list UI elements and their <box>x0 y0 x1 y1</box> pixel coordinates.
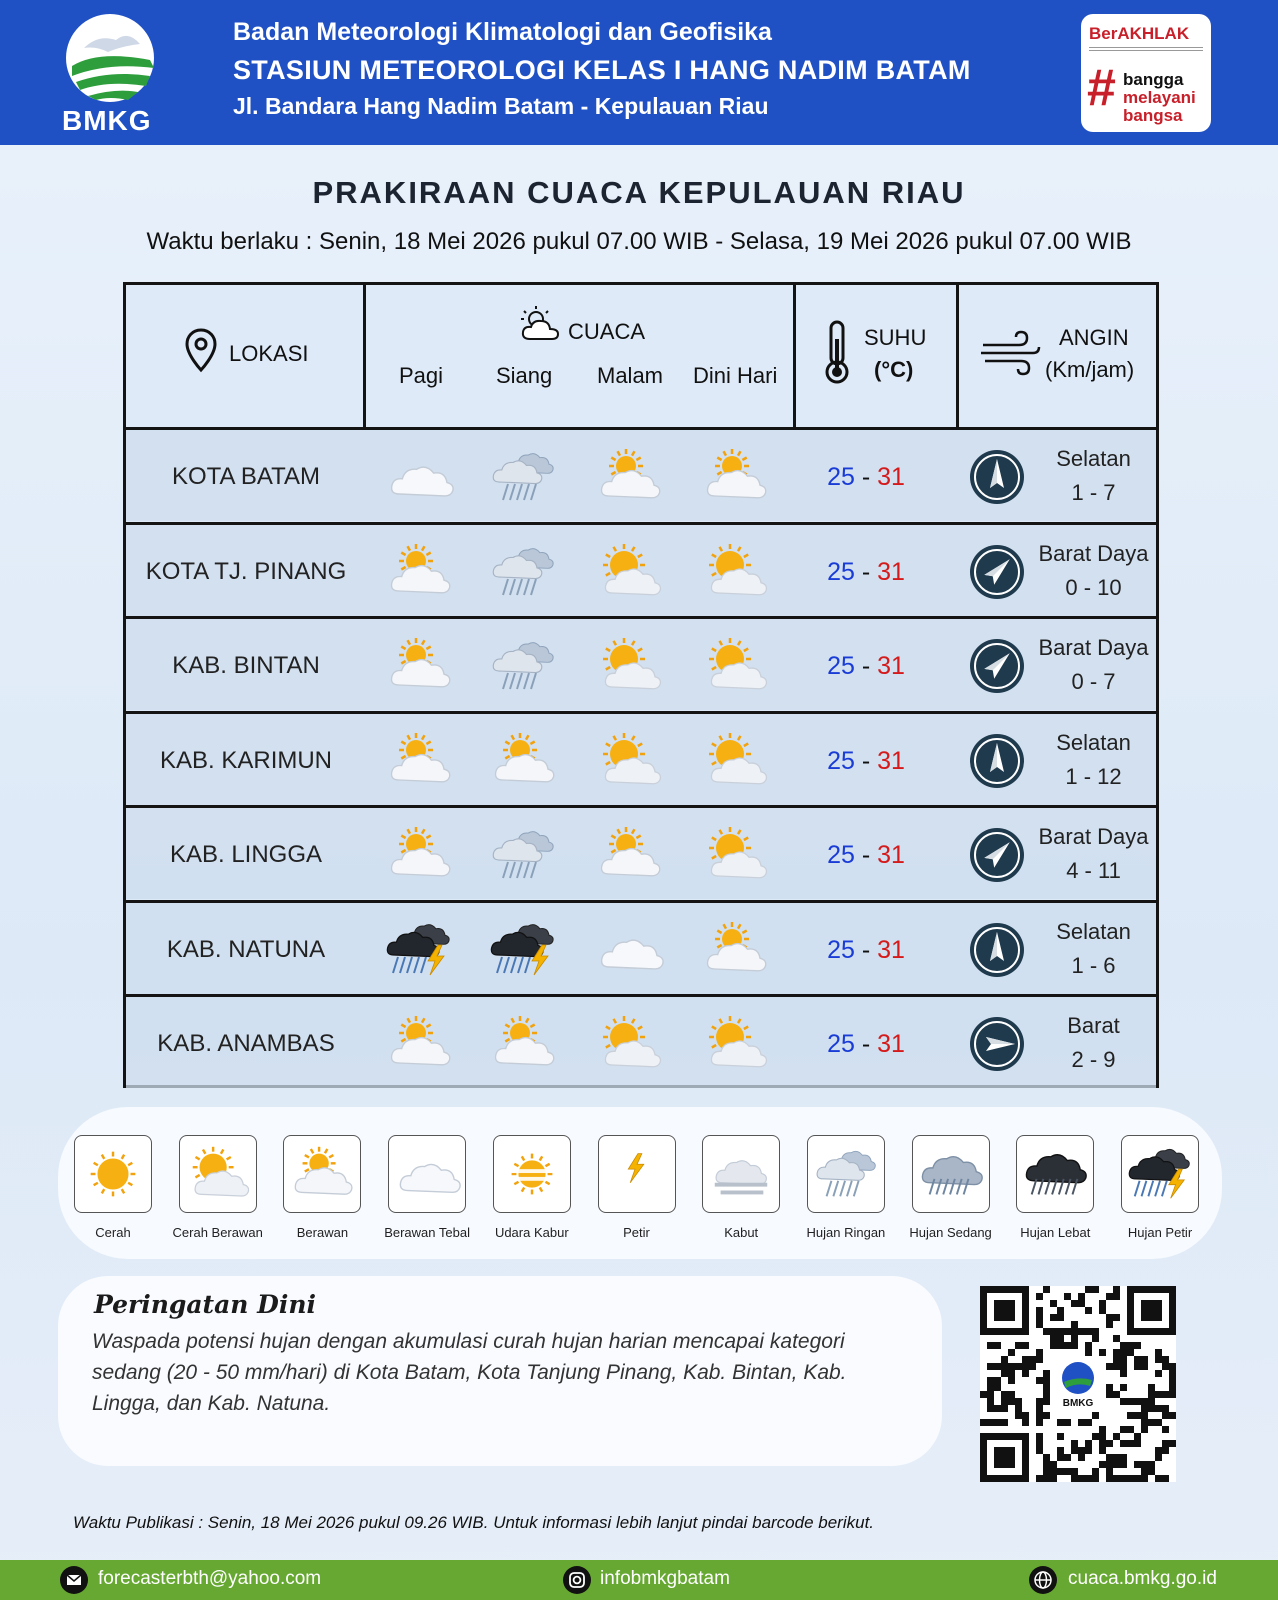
temp-max: 31 <box>877 652 905 680</box>
berawan-icon <box>384 1009 454 1079</box>
warning-title: Peringatan Dini <box>94 1290 317 1319</box>
qr-code[interactable] <box>980 1286 1176 1482</box>
cuaca-label: CUACA <box>568 319 646 344</box>
table-row <box>126 616 1156 710</box>
siang-label: Siang <box>496 363 553 388</box>
header-banner <box>0 0 1278 145</box>
footer-bar <box>0 1560 1278 1600</box>
org-name: Badan Meteorologi Klimatologi dan Geofisika <box>233 18 772 46</box>
temperature-range <box>806 525 926 619</box>
legend-label: Hujan Petir <box>1127 1225 1193 1240</box>
berawan-tebal-icon <box>384 442 454 512</box>
temp-max: 31 <box>877 841 905 869</box>
early-warning-box <box>58 1276 942 1466</box>
temp-min: 25 <box>827 652 855 680</box>
hujan-lebat-icon <box>1021 1140 1089 1208</box>
hujan-ringan-icon <box>488 442 558 512</box>
hujan-ringan-icon <box>488 820 558 890</box>
thermometer-icon <box>822 319 852 385</box>
temp-separator: - <box>861 935 871 964</box>
location-name: KAB. KARIMUN <box>159 746 333 774</box>
globe-icon <box>1029 1566 1057 1594</box>
temperature-range <box>806 808 926 902</box>
temp-max: 31 <box>877 1030 905 1058</box>
hujan-sedang-icon <box>917 1140 985 1208</box>
legend-label: Hujan Sedang <box>909 1225 992 1240</box>
legend-petir-box <box>598 1135 676 1213</box>
location-name: KAB. NATUNA <box>166 935 326 963</box>
wind-direction: Barat Daya <box>1038 824 1149 849</box>
location-pin-icon <box>184 327 218 373</box>
cerah-berawan-icon <box>700 726 770 796</box>
temp-min: 25 <box>827 1030 855 1058</box>
berawan-icon <box>594 442 664 512</box>
legend-berawan-tebal-box <box>388 1135 466 1213</box>
warning-text: Waspada potensi hujan dengan akumulasi curah hujan harian mencapai kategori sedang (20 - 50 mm/hari) di Kota Batam, Kota Tanjung Pinang, Kab. Bintan, Kab. Lingga, dan Kab. Natuna. <box>92 1330 847 1415</box>
wind-speed: 4 - 11 <box>1066 858 1121 883</box>
cerah-berawan-icon <box>594 726 664 796</box>
cerah-berawan-icon <box>700 820 770 890</box>
wind-speed: 2 - 9 <box>1071 1047 1116 1072</box>
validity-period: Waktu berlaku : Senin, 18 Mei 2026 pukul 07.00 WIB - Selasa, 19 Mei 2026 pukul 07.00 WIB <box>146 228 1132 255</box>
table-row <box>126 805 1156 899</box>
legend-label: Berawan Tebal <box>384 1225 470 1240</box>
hujan-ringan-icon <box>488 537 558 607</box>
table-row <box>126 900 1156 994</box>
berawan-icon <box>384 631 454 701</box>
wind-direction: Barat Daya <box>1038 635 1149 660</box>
cerah-berawan-icon <box>594 631 664 701</box>
wind-speed: 1 - 12 <box>1065 763 1122 789</box>
legend-hujan-ringan-box <box>807 1135 885 1213</box>
hujan-petir-icon <box>488 915 558 985</box>
legend-cerah-berawan-box <box>179 1135 257 1213</box>
badge-line1: bangga <box>1123 70 1184 89</box>
berawan-icon <box>594 820 664 890</box>
legend-label: Berawan <box>296 1225 349 1240</box>
berawan-icon <box>488 1009 558 1079</box>
table-row <box>126 711 1156 805</box>
legend-label: Hujan Ringan <box>806 1225 886 1240</box>
wind-speed: 0 - 7 <box>1071 669 1116 694</box>
berawan-icon <box>288 1140 356 1208</box>
wind-direction: Barat Daya <box>1038 540 1149 566</box>
temp-separator: - <box>861 746 871 775</box>
berawan-tebal-icon <box>393 1140 461 1208</box>
compass-southwest-icon <box>968 637 1026 695</box>
location-name: KAB. BINTAN <box>172 652 320 679</box>
publication-time: Waktu Publikasi : Senin, 18 Mei 2026 pukul 09.26 WIB. Untuk informasi lebih lanjut pindai barcode berikut. <box>73 1513 875 1532</box>
header-lokasi <box>126 285 366 427</box>
angin-unit: (Km/jam) <box>1045 357 1135 382</box>
berawan-icon <box>384 537 454 607</box>
location-name: KAB. ANAMBAS <box>157 1030 335 1057</box>
legend-udara-kabur-box <box>493 1135 571 1213</box>
station-address: Jl. Bandara Hang Nadim Batam - Kepulauan Riau <box>233 93 769 119</box>
location-name: KOTA BATAM <box>171 463 321 490</box>
cerah-berawan-icon <box>184 1140 252 1208</box>
berakhlak-badge <box>1081 14 1211 132</box>
temp-max: 31 <box>877 935 905 964</box>
footer-email[interactable]: forecasterbth@yahoo.com <box>98 1568 322 1589</box>
instagram-icon <box>563 1566 591 1594</box>
wind-direction: Selatan <box>1056 446 1131 471</box>
compass-west-icon <box>968 1015 1026 1073</box>
wind-direction: Selatan <box>1056 729 1131 755</box>
header-suhu <box>796 285 959 427</box>
hujan-ringan-icon <box>812 1140 880 1208</box>
temperature-range <box>806 997 926 1091</box>
legend-label: Cerah Berawan <box>172 1225 263 1240</box>
temperature-range <box>806 903 926 997</box>
berawan-icon <box>384 726 454 796</box>
berawan-icon <box>700 442 770 512</box>
temp-min: 25 <box>827 557 855 586</box>
temperature-range <box>806 619 926 713</box>
temp-min: 25 <box>827 463 855 491</box>
wind-direction: Barat <box>1067 1013 1120 1038</box>
legend-kabut-box <box>702 1135 780 1213</box>
legend-label: Cerah <box>95 1225 131 1240</box>
petir-icon <box>603 1140 671 1208</box>
legend-label: Udara Kabur <box>494 1225 569 1240</box>
temperature-range <box>806 430 926 524</box>
compass-southwest-icon <box>968 543 1026 601</box>
temp-max: 31 <box>877 463 905 491</box>
cerah-berawan-icon <box>700 631 770 701</box>
location-name: KOTA TJ. PINANG <box>145 557 347 585</box>
compass-south-icon <box>968 921 1026 979</box>
hujan-petir-icon <box>384 915 454 985</box>
cerah-berawan-icon <box>594 1009 664 1079</box>
legend-hujan-petir-box <box>1121 1135 1199 1213</box>
berawan-tebal-icon <box>594 915 664 985</box>
suhu-unit: (°C) <box>874 357 914 382</box>
berawan-icon <box>384 820 454 890</box>
station-name: STASIUN METEOROLOGI KELAS I HANG NADIM BATAM <box>233 55 971 85</box>
malam-label: Malam <box>597 363 664 388</box>
lokasi-label: LOKASI <box>229 341 309 366</box>
temp-max: 31 <box>877 557 905 586</box>
compass-southwest-icon <box>968 826 1026 884</box>
table-row <box>126 427 1156 521</box>
temp-separator: - <box>861 841 871 869</box>
legend-hujan-sedang-box <box>912 1135 990 1213</box>
hujan-ringan-icon <box>488 631 558 701</box>
temp-separator: - <box>861 557 871 586</box>
partly-cloudy-icon <box>518 305 562 343</box>
temp-separator: - <box>861 652 871 680</box>
legend-label: Petir <box>623 1225 650 1240</box>
suhu-label: SUHU <box>864 325 927 350</box>
footer-instagram[interactable]: infobmkgbatam <box>600 1568 730 1589</box>
footer-website[interactable]: cuaca.bmkg.go.id <box>1068 1568 1217 1589</box>
compass-south-icon <box>968 448 1026 506</box>
legend-label: Hujan Lebat <box>1020 1225 1091 1240</box>
table-row <box>126 522 1156 616</box>
legend-berawan-box <box>283 1135 361 1213</box>
temp-min: 25 <box>827 935 855 964</box>
pagi-label: Pagi <box>399 363 444 388</box>
legend-label: Kabut <box>724 1225 759 1240</box>
wind-speed: 1 - 6 <box>1071 952 1116 978</box>
temperature-range <box>806 714 926 808</box>
cerah-berawan-icon <box>700 537 770 607</box>
legend-cerah-box <box>74 1135 152 1213</box>
cerah-berawan-icon <box>700 1009 770 1079</box>
forecast-table <box>123 282 1159 1088</box>
hashtag-icon: # <box>1087 59 1116 117</box>
berawan-icon <box>700 915 770 985</box>
wind-icon <box>979 329 1041 377</box>
weather-legend <box>58 1107 1222 1259</box>
wind-speed: 0 - 10 <box>1065 574 1122 600</box>
header-cuaca <box>366 285 796 427</box>
berawan-icon <box>488 726 558 796</box>
temp-min: 25 <box>827 841 855 869</box>
temp-min: 25 <box>827 746 855 775</box>
badge-line2: melayani <box>1123 88 1196 107</box>
logo-text: BMKG <box>62 105 152 136</box>
hujan-petir-icon <box>1126 1140 1194 1208</box>
compass-south-icon <box>968 732 1026 790</box>
cerah-icon <box>79 1140 147 1208</box>
qr-label: BMKG <box>1062 1398 1094 1409</box>
email-icon <box>60 1566 88 1594</box>
temp-max: 31 <box>877 746 905 775</box>
udara-kabur-icon <box>498 1140 566 1208</box>
kabut-icon <box>707 1140 775 1208</box>
temp-separator: - <box>861 1030 871 1058</box>
badge-line3: bangsa <box>1123 106 1183 125</box>
badge-title: BerAKHLAK <box>1089 24 1190 43</box>
wind-speed: 1 - 7 <box>1071 480 1116 505</box>
page-title: PRAKIRAAN CUACA KEPULAUAN RIAU <box>312 175 966 210</box>
header-angin <box>959 285 1156 427</box>
location-name: KAB. LINGGA <box>169 841 323 868</box>
angin-label: ANGIN <box>1059 325 1129 350</box>
legend-hujan-lebat-box <box>1016 1135 1094 1213</box>
wind-direction: Selatan <box>1056 918 1131 944</box>
cerah-berawan-icon <box>594 537 664 607</box>
badge-divider <box>1089 47 1203 51</box>
dini-hari-label: Dini Hari <box>693 363 778 388</box>
table-row <box>126 994 1156 1088</box>
temp-separator: - <box>861 463 871 491</box>
